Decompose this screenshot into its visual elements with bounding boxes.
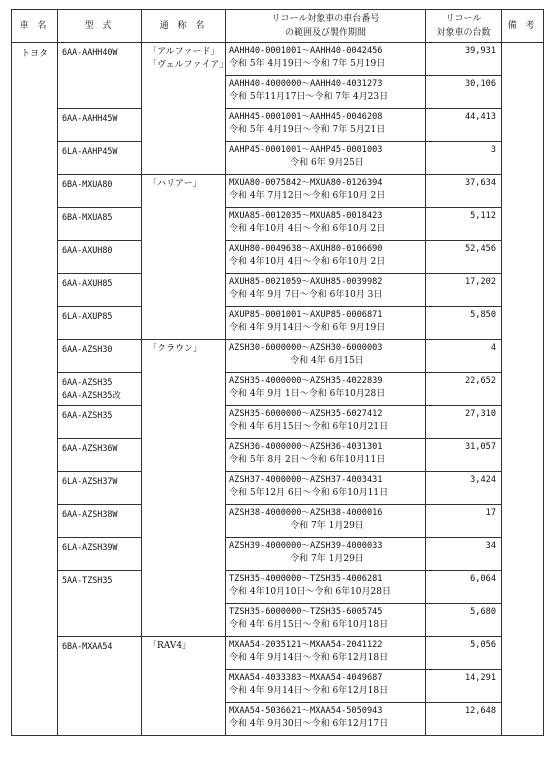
- table-row: [12, 373, 544, 406]
- production-period: 令和 4年 6月15日～令和 6年10月18日: [229, 620, 389, 630]
- vehicle-count: 22,652: [426, 373, 502, 406]
- common-name: 「クラウン」: [148, 344, 203, 354]
- header-common-name: 通 称 名: [142, 10, 226, 43]
- production-period: 令和 5年 8月 2日～令和 6年10月11日: [229, 455, 386, 465]
- header-range-line2: の範囲及び製作期間: [284, 28, 366, 38]
- recall-document: [11, 9, 543, 736]
- vehicle-count: 31,057: [426, 439, 502, 472]
- recall-table: [11, 9, 544, 736]
- range-cell: [226, 109, 426, 142]
- vehicle-count: 3,424: [426, 472, 502, 505]
- production-period: 令和 7年 1月29日: [290, 521, 364, 531]
- model-code: 6BA-MXUA80: [62, 179, 113, 189]
- model-cell: [58, 505, 142, 538]
- table-row: [12, 472, 544, 505]
- range-cell: [226, 241, 426, 274]
- vehicle-count: 27,310: [426, 406, 502, 439]
- vehicle-count: 6,064: [426, 571, 502, 604]
- range-cell: [226, 703, 426, 736]
- table-row: [12, 538, 544, 571]
- model-code: 6LA-AZSH39W: [62, 542, 118, 552]
- model-cell: [58, 373, 142, 406]
- header-model: 型 式: [58, 10, 142, 43]
- vehicle-count: 14,291: [426, 670, 502, 703]
- remarks-cell: [502, 43, 544, 736]
- serial-range: TZSH35-6000000～TZSH35-6005745: [229, 607, 383, 617]
- production-period: 令和 4年10月 4日～令和 6年10月 2日: [229, 257, 386, 267]
- serial-range: AZSH35-4000000～AZSH35-4022839: [229, 376, 383, 386]
- common-name: 「ヴェルファイア」: [148, 60, 229, 70]
- model-code: 6AA-AZSH35改: [62, 390, 121, 400]
- production-period: 令和 5年12月 6日～令和 6年10月11日: [229, 488, 389, 498]
- production-period: 令和 6年 9月25日: [290, 158, 364, 168]
- vehicle-count: 5,112: [426, 208, 502, 241]
- common-name-cell: [142, 43, 229, 175]
- range-cell: [226, 406, 426, 439]
- header-count: [426, 10, 502, 43]
- table-row: [12, 439, 544, 472]
- serial-range: MXAA54-4033383～MXAA54-4049687: [229, 673, 383, 683]
- production-period: 令和 4年 9月14日～令和 6年12月18日: [229, 653, 389, 663]
- range-cell: [226, 571, 426, 604]
- range-cell: [226, 76, 426, 109]
- production-period: 令和 4年10月10日～令和 6年10月28日: [229, 587, 391, 597]
- production-period: 令和 4年10月 4日～令和 6年10月 2日: [229, 224, 386, 234]
- production-period: 令和 4年 9月 7日～令和 6年10月 3日: [229, 290, 383, 300]
- range-cell: [226, 637, 426, 670]
- vehicle-count: 5,850: [426, 307, 502, 340]
- model-code: 6AA-AZSH35: [62, 410, 113, 420]
- common-name-cell: [142, 340, 226, 637]
- production-period: 令和 7年 1月29日: [290, 554, 364, 564]
- vehicle-count: 37,634: [426, 175, 502, 208]
- vehicle-count: 3: [426, 142, 502, 175]
- production-period: 令和 4年 6月15日: [290, 356, 364, 366]
- serial-range: AZSH37-4000000～AZSH37-4003431: [229, 475, 383, 485]
- maker-name: トヨタ: [20, 49, 48, 59]
- table-row: [12, 571, 544, 604]
- range-cell: [226, 472, 426, 505]
- serial-range: MXUA80-0075842～MXUA80-0126394: [229, 178, 383, 188]
- header-range-line1: リコール対象車の車台番号: [271, 14, 380, 24]
- table-row: [12, 406, 544, 439]
- model-cell: [58, 472, 142, 505]
- common-name-cell: [142, 637, 226, 736]
- serial-range: AZSH30-6000000～AZSH30-6000003: [229, 343, 383, 353]
- range-cell: [226, 604, 426, 637]
- table-row: [12, 307, 544, 340]
- serial-range: AZSH36-4000000～AZSH36-4031301: [229, 442, 383, 452]
- model-code: 6AA-AZSH36W: [62, 443, 118, 453]
- range-cell: [226, 340, 426, 373]
- vehicle-count: 52,456: [426, 241, 502, 274]
- table-row: [12, 43, 544, 76]
- vehicle-count: 17: [426, 505, 502, 538]
- serial-range: TZSH35-4000000～TZSH35-4006281: [229, 574, 383, 584]
- table-row: [12, 274, 544, 307]
- model-code: 6BA-MXAA54: [62, 641, 113, 651]
- production-period: 令和 5年11月17日～令和 7年 4月23日: [229, 92, 389, 102]
- production-period: 令和 5年 4月19日～令和 7年 5月21日: [229, 125, 386, 135]
- serial-range: AZSH39-4000000～AZSH39-4000033: [229, 541, 383, 551]
- range-cell: [226, 505, 426, 538]
- vehicle-count: 17,202: [426, 274, 502, 307]
- serial-range: AZSH38-4000000～AZSH38-4000016: [229, 508, 383, 518]
- model-cell: [58, 571, 142, 637]
- serial-range: MXAA54-5036621～MXAA54-5050943: [229, 706, 383, 716]
- vehicle-count: 44,413: [426, 109, 502, 142]
- table-row: [12, 505, 544, 538]
- vehicle-count: 30,106: [426, 76, 502, 109]
- vehicle-count: 34: [426, 538, 502, 571]
- model-code: 6AA-AAHH45W: [62, 113, 118, 123]
- table-row: [12, 208, 544, 241]
- header-row: [12, 10, 544, 43]
- model-cell: [58, 208, 142, 241]
- table-row: [12, 142, 544, 175]
- model-code: 6AA-AZSH30: [62, 344, 113, 354]
- table-row: [12, 175, 544, 208]
- vehicle-count: 12,648: [426, 703, 502, 736]
- production-period: 令和 4年 9月14日～令和 6年12月18日: [229, 686, 389, 696]
- range-cell: [226, 670, 426, 703]
- serial-range: AXUP85-0001001～AXUP85-0006871: [229, 310, 383, 320]
- model-code: 6LA-AXUP85: [62, 311, 113, 321]
- serial-range: AZSH35-6000000～AZSH35-6027412: [229, 409, 383, 419]
- model-cell: [58, 538, 142, 571]
- range-cell: [226, 373, 426, 406]
- header-range: [226, 10, 426, 43]
- model-code: 5AA-TZSH35: [62, 575, 113, 585]
- header-count-line1: リコール: [445, 14, 482, 24]
- model-cell: [58, 43, 142, 109]
- common-name: 「RAV4」: [148, 641, 192, 651]
- model-code: 6AA-AXUH80: [62, 245, 113, 255]
- serial-range: AAHH40-0001001～AAHH40-0042456: [229, 46, 383, 56]
- range-cell: [226, 208, 426, 241]
- serial-range: AAHH45-0001001～AAHH45-0046208: [229, 112, 383, 122]
- serial-range: AXUH85-0021059～AXUH85-0039982: [229, 277, 383, 287]
- range-cell: [226, 43, 426, 76]
- range-cell: [226, 538, 426, 571]
- range-cell: [226, 439, 426, 472]
- model-code: 6AA-AAHH40W: [62, 47, 118, 57]
- model-code: 6LA-AAHP45W: [62, 146, 118, 156]
- vehicle-count: 5,680: [426, 604, 502, 637]
- model-code: 6BA-MXUA85: [62, 212, 113, 222]
- production-period: 令和 4年 9月 1日～令和 6年10月28日: [229, 389, 386, 399]
- range-cell: [226, 175, 426, 208]
- model-code: 6AA-AZSH38W: [62, 509, 118, 519]
- model-cell: [58, 406, 142, 439]
- vehicle-count: 39,931: [426, 43, 502, 76]
- table-row: [12, 340, 544, 373]
- model-cell: [58, 439, 142, 472]
- model-cell: [58, 175, 142, 208]
- range-cell: [226, 142, 426, 175]
- common-name-cell: [142, 175, 226, 340]
- model-cell: [58, 340, 142, 373]
- table-row: [12, 241, 544, 274]
- model-cell: [58, 109, 142, 142]
- header-maker: 車 名: [12, 10, 58, 43]
- range-cell: [226, 274, 426, 307]
- serial-range: AAHH40-4000000～AAHH40-4031273: [229, 79, 383, 89]
- model-cell: [58, 274, 142, 307]
- model-cell: [58, 241, 142, 274]
- production-period: 令和 5年 4月19日～令和 7年 5月19日: [229, 59, 386, 69]
- common-name: 「アルファード」: [148, 47, 220, 57]
- range-cell: [226, 307, 426, 340]
- production-period: 令和 4年 9月30日～令和 6年12月17日: [229, 719, 389, 729]
- model-cell: [58, 307, 142, 340]
- vehicle-count: 4: [426, 340, 502, 373]
- serial-range: AXUH80-0049638～AXUH80-0106690: [229, 244, 383, 254]
- serial-range: MXAA54-2035121～MXAA54-2041122: [229, 640, 383, 650]
- table-row: [12, 637, 544, 670]
- maker-cell: [12, 43, 58, 736]
- model-code: 6AA-AXUH85: [62, 278, 113, 288]
- common-name: 「ハリアー」: [148, 179, 202, 189]
- header-remarks: 備 考: [502, 10, 544, 43]
- production-period: 令和 4年 7月12日～令和 6年10月 2日: [229, 191, 386, 201]
- table-body: [12, 43, 544, 736]
- serial-range: AAHP45-0001001～AAHP45-0001003: [229, 145, 383, 155]
- model-cell: [58, 142, 142, 175]
- production-period: 令和 4年 6月15日～令和 6年10月21日: [229, 422, 389, 432]
- vehicle-count: 5,056: [426, 637, 502, 670]
- production-period: 令和 4年 9月14日～令和 6年 9月19日: [229, 323, 386, 333]
- table-row: [12, 109, 544, 142]
- model-code: 6LA-AZSH37W: [62, 476, 118, 486]
- header-count-line2: 対象車の台数: [436, 28, 491, 38]
- serial-range: MXUA85-0012035～MXUA85-0018423: [229, 211, 383, 221]
- model-code: 6AA-AZSH35: [62, 377, 113, 387]
- model-cell: [58, 637, 142, 736]
